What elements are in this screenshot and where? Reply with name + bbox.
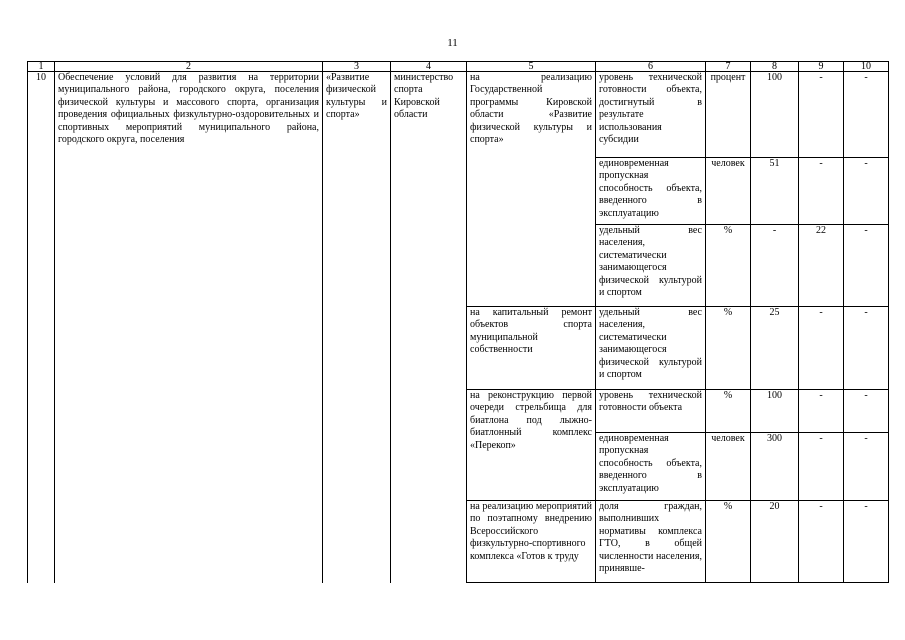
indicator-name: уровень технической готовности объекта, достигнутый в результате использования субсидии [596,72,706,158]
indicator-value-col8: 20 [751,501,799,583]
indicator-unit: человек [706,158,751,225]
program-name: «Развитие физической культуры и спорта» [323,72,391,583]
column-number: 7 [706,62,751,72]
row-number: 10 [28,72,55,583]
indicator-value-col9: - [799,72,844,158]
column-number: 6 [596,62,706,72]
indicator-value-col8: 51 [751,158,799,225]
indicator-value-col10: - [844,390,889,433]
indicator-value-col8: - [751,225,799,307]
indicator-value-col10: - [844,225,889,307]
indicator-unit: процент [706,72,751,158]
indicator-unit: % [706,307,751,390]
purpose-text: на реконструкцию первой очереди стрельбища для биатлона под лыжно-биатлонный комплекс «Перекоп» [467,390,596,501]
column-number: 10 [844,62,889,72]
indicator-unit: % [706,390,751,433]
indicator-unit: человек [706,433,751,501]
indicator-value-col9: - [799,501,844,583]
indicator-value-col8: 25 [751,307,799,390]
indicator-value-col9: - [799,307,844,390]
indicator-value-col10: - [844,72,889,158]
indicator-value-col8: 300 [751,433,799,501]
page-number: 11 [447,37,458,49]
indicator-unit: % [706,225,751,307]
purpose-text: на реализацию Государственной программы Кировской области «Развитие физической культуры и спорта» [467,72,596,307]
column-number: 5 [467,62,596,72]
table-row [28,72,889,158]
indicator-value-col9: - [799,158,844,225]
indicator-name: удельный вес населения, систематически занимающегося физической культурой и спортом [596,307,706,390]
indicator-name: единовременная пропускная способность объекта, введенного в эксплуатацию [596,158,706,225]
purpose-text: на реализацию мероприятий по поэтапному внедрению Всероссийского физкультурно-спортивного комплекса «Готов к труду [467,501,596,583]
column-number: 4 [391,62,467,72]
column-number-row [28,62,889,72]
indicator-unit: % [706,501,751,583]
indicator-name: единовременная пропускная способность объекта, введенного в эксплуатацию [596,433,706,501]
indicator-value-col10: - [844,433,889,501]
indicator-value-col9: 22 [799,225,844,307]
ministry-name: министерство спорта Кировской области [391,72,467,583]
indicator-value-col8: 100 [751,72,799,158]
indicator-name: уровень технической готовности объекта [596,390,706,433]
indicator-value-col10: - [844,501,889,583]
column-number: 9 [799,62,844,72]
indicator-value-col10: - [844,307,889,390]
indicator-value-col9: - [799,390,844,433]
purpose-text: на капитальный ремонт объектов спорта муниципальной собственности [467,307,596,390]
indicator-value-col9: - [799,433,844,501]
column-number: 3 [323,62,391,72]
column-number: 1 [28,62,55,72]
indicator-name: удельный вес населения, систематически занимающегося физической культурой и спортом [596,225,706,307]
column-number: 8 [751,62,799,72]
indicator-name: доля граждан, выполнивших нормативы комплекса ГТО, в общей численности населения, принявше- [596,501,706,583]
column-number: 2 [55,62,323,72]
program-table [27,61,889,583]
measure-description: Обеспечение условий для развития на территории муниципального района, городского округа, поселения физической культуры и массового спорта, организация проведения официальных физкультурно-оздоровительных и спортивных мероприятий муниципального района, городского округа, поселения [55,72,323,583]
indicator-value-col10: - [844,158,889,225]
indicator-value-col8: 100 [751,390,799,433]
